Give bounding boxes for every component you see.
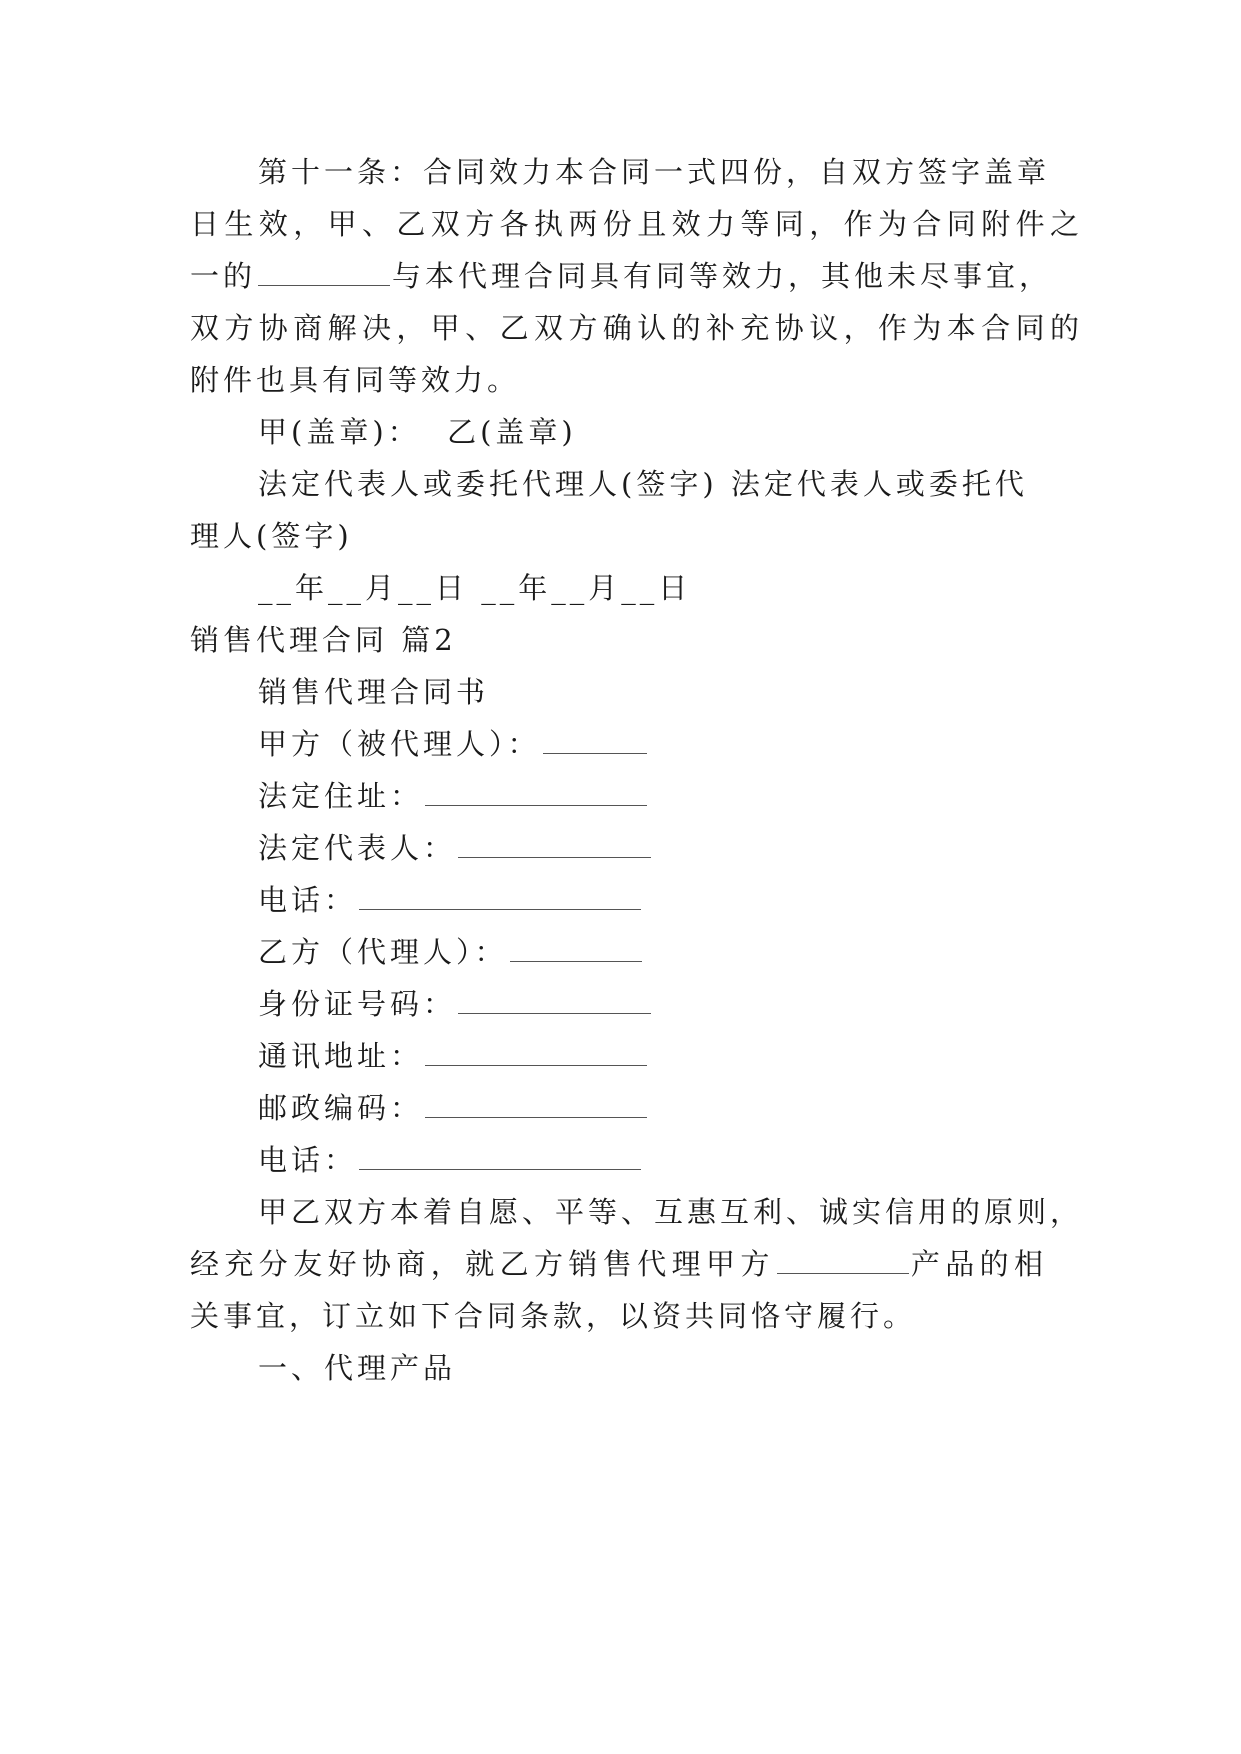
contract-title: 销售代理合同书	[258, 675, 490, 709]
fill-in-blank	[510, 935, 642, 962]
text-segment: 产品的相	[910, 1247, 1049, 1281]
field-label: 通讯地址：	[258, 1039, 424, 1073]
paragraph-clause-11-line-4: 双方协商解决，甲、乙双方确认的补充协议，作为本合同的	[190, 311, 1085, 345]
text-segment: 与本代理合同具有同等效力，其他未尽事宜，	[392, 259, 1053, 293]
fill-in-blank	[359, 883, 641, 910]
legal-representative-field	[258, 828, 653, 868]
paragraph-clause-11-line-3	[190, 256, 1052, 296]
fill-in-blank	[258, 259, 390, 286]
field-label: 电话：	[258, 1143, 358, 1177]
postal-code-field	[258, 1088, 649, 1128]
fill-in-blank	[458, 831, 651, 858]
field-label: 邮政编码：	[258, 1091, 424, 1125]
paragraph-clause-11-line-2: 日生效，甲、乙双方各执两份且效力等同，作为合同附件之	[190, 207, 1085, 241]
legal-address-field	[258, 776, 649, 816]
field-label: 电话：	[258, 883, 358, 917]
section-heading: 销售代理合同 篇2	[190, 623, 457, 657]
fill-in-blank	[425, 779, 647, 806]
paragraph-principle-line-1: 甲乙双方本着自愿、平等、互惠互利、诚实信用的原则，	[258, 1195, 1084, 1229]
party-b-field	[258, 932, 644, 972]
paragraph-clause-11-line-1: 第十一条：合同效力本合同一式四份，自双方签字盖章	[258, 155, 1051, 189]
signature-line-2: 理人(签字)	[190, 519, 353, 553]
seal-line: 甲(盖章)： 乙(盖章)	[258, 415, 577, 449]
phone-field-b	[258, 1140, 643, 1180]
paragraph-principle-line-2	[190, 1244, 1048, 1284]
paragraph-clause-11-line-5: 附件也具有同等效力。	[190, 363, 521, 397]
date-line: __年__月__日 __年__月__日	[258, 571, 692, 605]
party-a-field	[258, 724, 649, 764]
fill-in-blank	[777, 1247, 909, 1274]
fill-in-blank	[543, 727, 647, 754]
article-heading-agency-products: 一、代理产品	[258, 1351, 457, 1385]
field-label: 法定住址：	[258, 779, 424, 813]
mailing-address-field	[258, 1036, 649, 1076]
fill-in-blank	[458, 987, 651, 1014]
phone-field-a	[258, 880, 643, 920]
signature-line-1: 法定代表人或委托代理人(签字) 法定代表人或委托代	[258, 467, 1028, 501]
fill-in-blank	[425, 1039, 647, 1066]
field-label: 身份证号码：	[258, 987, 457, 1021]
field-label: 法定代表人：	[258, 831, 457, 865]
paragraph-principle-line-3: 关事宜，订立如下合同条款，以资共同恪守履行。	[190, 1299, 917, 1333]
field-label: 甲方（被代理人）：	[258, 727, 541, 761]
text-segment: 一的	[190, 259, 257, 293]
id-number-field	[258, 984, 653, 1024]
field-label: 乙方（代理人）：	[258, 935, 508, 969]
fill-in-blank	[425, 1091, 647, 1118]
fill-in-blank	[359, 1143, 641, 1170]
text-segment: 经充分友好协商，就乙方销售代理甲方	[190, 1247, 775, 1281]
